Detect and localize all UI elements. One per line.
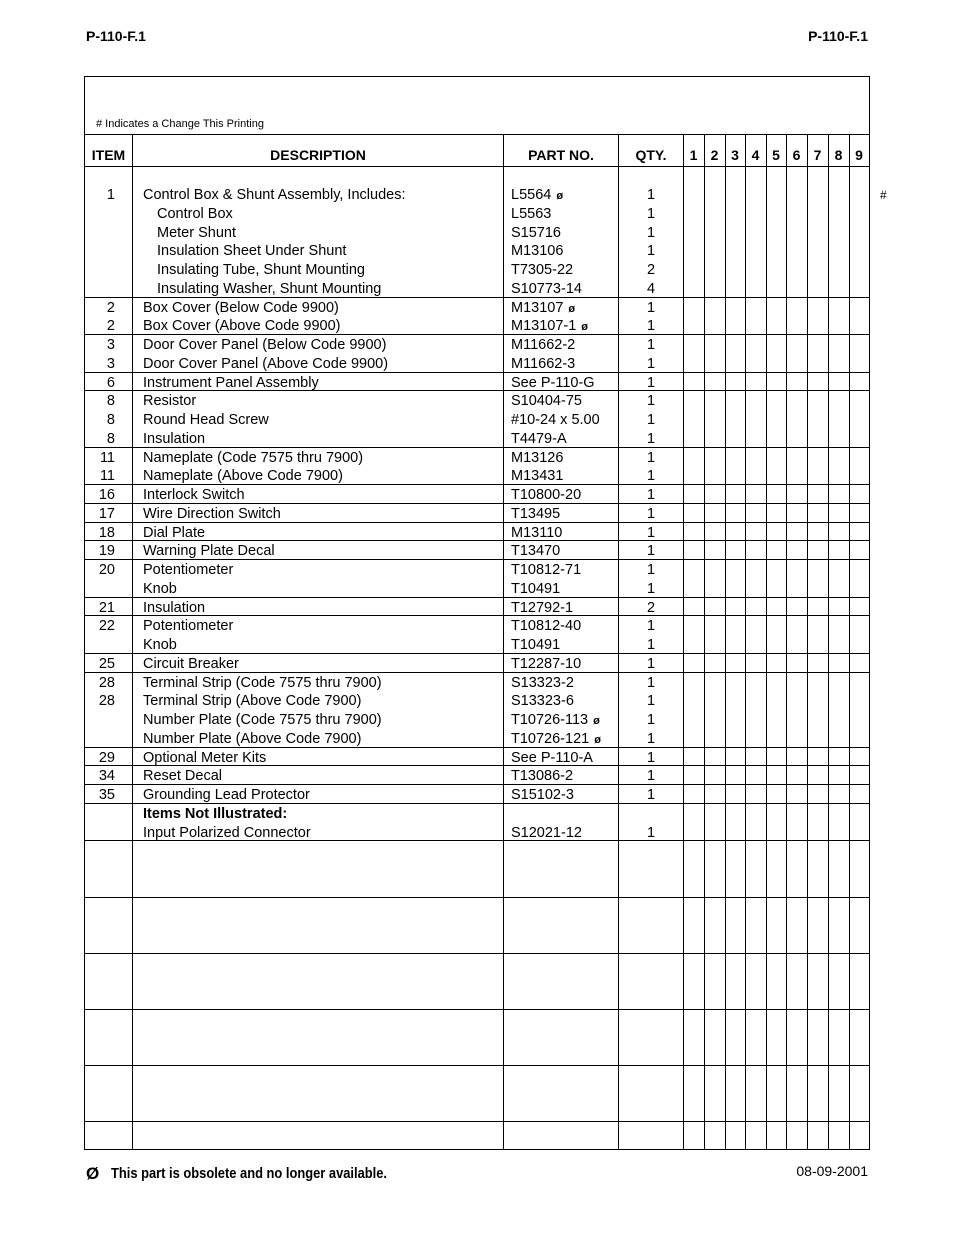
part-description: Nameplate (Code 7575 thru 7900): [143, 449, 364, 466]
part-number: S15716: [511, 224, 561, 241]
item-number: 17: [98, 505, 115, 522]
page-code-right: P-110-F.1: [808, 28, 868, 44]
part-number: T7305-22: [511, 262, 574, 278]
part-number-cell: [511, 355, 575, 374]
row-divider: [85, 334, 869, 335]
part-description: Number Plate (Above Code 7900): [143, 730, 362, 747]
part-number-cell: [511, 186, 563, 206]
part-number: M13431: [511, 468, 564, 485]
column-header-description: DESCRIPTION: [270, 147, 366, 163]
column-divider: [807, 134, 808, 1149]
quantity: 2: [646, 262, 656, 278]
part-number: S13323-6: [511, 693, 574, 710]
column-header-number: 2: [710, 147, 719, 163]
part-number: M11662-3: [511, 355, 576, 372]
column-header-number: 1: [689, 147, 698, 163]
part-number: T13086-2: [511, 768, 574, 785]
part-number-cell: [511, 336, 575, 355]
quantity: 4: [646, 280, 656, 297]
part-description: Input Polarized Connector: [143, 824, 311, 841]
quantity: 1: [646, 412, 656, 428]
column-divider: [725, 134, 726, 1149]
quantity: 1: [646, 187, 656, 203]
part-number-cell: [511, 224, 561, 243]
quantity: 1: [646, 393, 656, 410]
part-description: Control Box: [157, 205, 233, 222]
quantity: 1: [646, 487, 656, 503]
part-number: L5564: [511, 187, 552, 203]
quantity: 1: [646, 824, 656, 841]
part-number: T4479-A: [511, 430, 567, 447]
part-number-cell: [511, 411, 600, 430]
column-divider: [132, 134, 133, 1149]
blank-row-divider: [85, 897, 869, 898]
column-divider: [704, 134, 705, 1149]
part-description: Insulating Washer, Shunt Mounting: [157, 280, 382, 297]
part-description: Terminal Strip (Code 7575 thru 7900): [143, 674, 382, 691]
item-number: 11: [99, 449, 115, 466]
quantity: 1: [646, 674, 656, 691]
page-code-left: P-110-F.1: [86, 28, 146, 44]
column-divider: [786, 134, 787, 1149]
part-number: #10-24 x 5.00: [511, 412, 600, 428]
item-number: 28: [98, 693, 115, 710]
column-header-number: 5: [772, 147, 780, 163]
item-number: 29: [98, 749, 115, 766]
part-description: Items Not Illustrated:: [143, 805, 288, 822]
part-number: T10726-113: [511, 712, 589, 728]
quantity: 1: [646, 655, 656, 672]
quantity: 1: [646, 693, 656, 710]
part-number-cell: [511, 430, 567, 449]
print-date: 08-09-2001: [796, 1163, 868, 1179]
quantity: 1: [646, 505, 656, 522]
item-number: 35: [98, 787, 115, 803]
part-description: Knob: [143, 580, 177, 597]
item-number: 8: [106, 430, 115, 447]
part-number: T10491: [511, 637, 561, 653]
item-number: 11: [99, 468, 115, 485]
part-description: Nameplate (Above Code 7900): [143, 468, 343, 485]
column-header-number: 8: [834, 147, 843, 163]
quantity: 1: [646, 337, 656, 353]
row-divider: [85, 765, 869, 766]
column-divider: [503, 134, 504, 1149]
item-number: 2: [106, 299, 115, 316]
part-number: M13126: [511, 449, 564, 466]
quantity: 2: [646, 599, 656, 616]
column-divider: [683, 134, 684, 1149]
quantity: 1: [646, 299, 656, 316]
part-number-cell: [511, 561, 581, 580]
column-header-number: 7: [813, 147, 822, 163]
part-number: T10812-40: [511, 618, 582, 635]
item-number: 16: [98, 487, 115, 503]
part-description: Box Cover (Below Code 9900): [143, 299, 339, 316]
part-number: T13495: [511, 505, 561, 522]
part-number: T13470: [511, 543, 561, 560]
part-description: Insulation: [143, 599, 206, 616]
part-number: T12792-1: [511, 599, 574, 616]
part-description: Wire Direction Switch: [143, 505, 281, 522]
part-description: Control Box & Shunt Assembly, Includes:: [143, 187, 406, 203]
quantity: 1: [646, 562, 656, 578]
quantity: 1: [646, 524, 656, 541]
item-number: 25: [98, 655, 115, 672]
column-header-item: ITEM: [91, 147, 126, 163]
part-description: Door Cover Panel (Below Code 9900): [143, 337, 387, 353]
part-number-cell: [511, 505, 560, 524]
obsolete-mark-icon: ø: [581, 321, 589, 334]
quantity: 1: [646, 580, 656, 597]
item-number: 1: [106, 187, 115, 203]
part-number-cell: [511, 449, 563, 468]
item-number: 6: [106, 374, 115, 391]
part-description: Insulation: [143, 430, 206, 447]
part-number: T10726-121: [511, 730, 590, 747]
part-number-cell: [511, 392, 582, 411]
part-number: S13323-2: [511, 674, 574, 691]
part-number-cell: [511, 617, 581, 636]
quantity: 1: [646, 374, 656, 391]
part-number-cell: [511, 261, 573, 280]
row-divider: [85, 484, 869, 485]
part-number: M11662-2: [511, 337, 576, 353]
obsolete-mark-icon: ø: [594, 733, 601, 746]
blank-row-divider: [85, 1009, 869, 1010]
part-number: M13107: [511, 299, 564, 316]
column-header-divider: [85, 166, 869, 167]
quantity: 1: [646, 318, 656, 335]
part-number: L5563: [511, 205, 552, 222]
part-description: Dial Plate: [143, 524, 206, 541]
part-number: T10812-71: [511, 562, 582, 578]
obsolete-mark-icon: ø: [593, 715, 600, 727]
quantity: 1: [646, 449, 656, 466]
quantity: 1: [646, 243, 656, 260]
quantity: 1: [646, 712, 656, 728]
column-divider: [828, 134, 829, 1149]
row-divider: [85, 559, 869, 560]
column-header-number: 9: [855, 147, 863, 163]
quantity: 1: [646, 468, 656, 485]
quantity: 1: [646, 749, 656, 766]
item-number: 3: [106, 355, 115, 372]
item-number: 18: [98, 524, 115, 541]
item-number: 20: [98, 562, 115, 578]
part-number-cell: [511, 280, 582, 299]
row-divider: [85, 840, 869, 841]
column-header-number: 6: [792, 147, 801, 163]
row-divider: [85, 784, 869, 785]
quantity: 1: [646, 543, 656, 560]
part-description: Number Plate (Code 7575 thru 7900): [143, 712, 382, 728]
part-description: Interlock Switch: [143, 487, 245, 503]
part-description: Insulation Sheet Under Shunt: [157, 243, 347, 260]
obsolete-symbol: Ø: [86, 1164, 100, 1183]
part-description: Box Cover (Above Code 9900): [143, 318, 341, 335]
part-description: Door Cover Panel (Above Code 9900): [143, 355, 389, 372]
part-description: Grounding Lead Protector: [143, 787, 310, 803]
part-number: M13107-1: [511, 318, 577, 335]
part-number-cell: [511, 674, 574, 693]
part-number-cell: [511, 711, 600, 731]
part-number: S15102-3: [511, 787, 574, 803]
blank-row-divider: [85, 1121, 869, 1122]
header-divider: [85, 134, 869, 135]
column-header-part-no: PART NO.: [528, 147, 594, 163]
item-number: 19: [98, 543, 115, 560]
item-number: 22: [98, 618, 115, 635]
item-number: 3: [106, 337, 115, 353]
quantity: 1: [646, 768, 656, 785]
part-description: Reset Decal: [143, 768, 222, 785]
item-number: 21: [98, 599, 115, 616]
column-divider: [766, 134, 767, 1149]
column-divider: [849, 134, 850, 1149]
quantity: 1: [646, 618, 656, 635]
obsolete-mark-icon: ø: [568, 302, 576, 315]
part-number-cell: [511, 242, 563, 261]
part-number: M13106: [511, 243, 564, 260]
part-number-cell: [511, 486, 581, 505]
quantity: 1: [646, 730, 656, 747]
part-number-cell: [511, 655, 581, 674]
part-description: Instrument Panel Assembly: [143, 374, 319, 391]
part-description: Potentiometer: [143, 618, 234, 635]
part-description: Insulating Tube, Shunt Mounting: [157, 262, 365, 278]
quantity: 1: [646, 355, 656, 372]
change-mark: #: [880, 188, 887, 202]
item-number: 8: [106, 393, 115, 410]
quantity: 1: [646, 224, 656, 241]
column-header-qty: QTY.: [635, 147, 667, 163]
part-number: S10773-14: [511, 280, 582, 297]
part-number: M13110: [511, 524, 563, 541]
column-header-number: 4: [751, 147, 760, 163]
part-description: Resistor: [143, 393, 197, 410]
part-number-cell: [511, 299, 575, 319]
part-description: Potentiometer: [143, 562, 234, 578]
part-number: See P-110-A: [511, 749, 593, 766]
change-note: # Indicates a Change This Printing: [96, 118, 264, 130]
row-divider: [85, 615, 869, 616]
item-number: 28: [98, 674, 115, 691]
part-number: T12287-10: [511, 655, 582, 672]
obsolete-mark-icon: ø: [556, 190, 564, 202]
part-number: S10404-75: [511, 393, 582, 410]
quantity: 1: [646, 430, 656, 447]
part-number: See P-110-G: [511, 374, 595, 391]
part-description: Circuit Breaker: [143, 655, 239, 672]
blank-row-divider: [85, 1065, 869, 1066]
part-number: T10800-20: [511, 487, 582, 503]
part-description: Warning Plate Decal: [143, 543, 275, 560]
part-number-cell: [511, 580, 560, 599]
item-number: 34: [98, 768, 115, 785]
row-divider: [85, 540, 869, 541]
item-number: 2: [106, 318, 115, 335]
part-description: Knob: [143, 637, 177, 653]
column-divider: [745, 134, 746, 1149]
part-description: Round Head Screw: [143, 412, 269, 428]
quantity: 1: [646, 205, 656, 222]
blank-row-divider: [85, 953, 869, 954]
item-number: 8: [106, 412, 115, 428]
part-number-cell: [511, 636, 560, 655]
row-divider: [85, 390, 869, 391]
part-number: T10491: [511, 580, 561, 597]
part-number-cell: [511, 692, 574, 711]
obsolete-note: This part is obsolete and no longer available.: [111, 1165, 387, 1182]
column-header-number: 3: [731, 147, 739, 163]
part-description: Optional Meter Kits: [143, 749, 267, 766]
part-number-cell: [511, 205, 551, 224]
part-number: S12021-12: [511, 824, 582, 841]
quantity: 1: [646, 637, 656, 653]
part-description: Meter Shunt: [157, 224, 236, 241]
part-number-cell: [511, 786, 574, 805]
quantity: 1: [646, 787, 656, 803]
part-description: Terminal Strip (Above Code 7900): [143, 693, 362, 710]
